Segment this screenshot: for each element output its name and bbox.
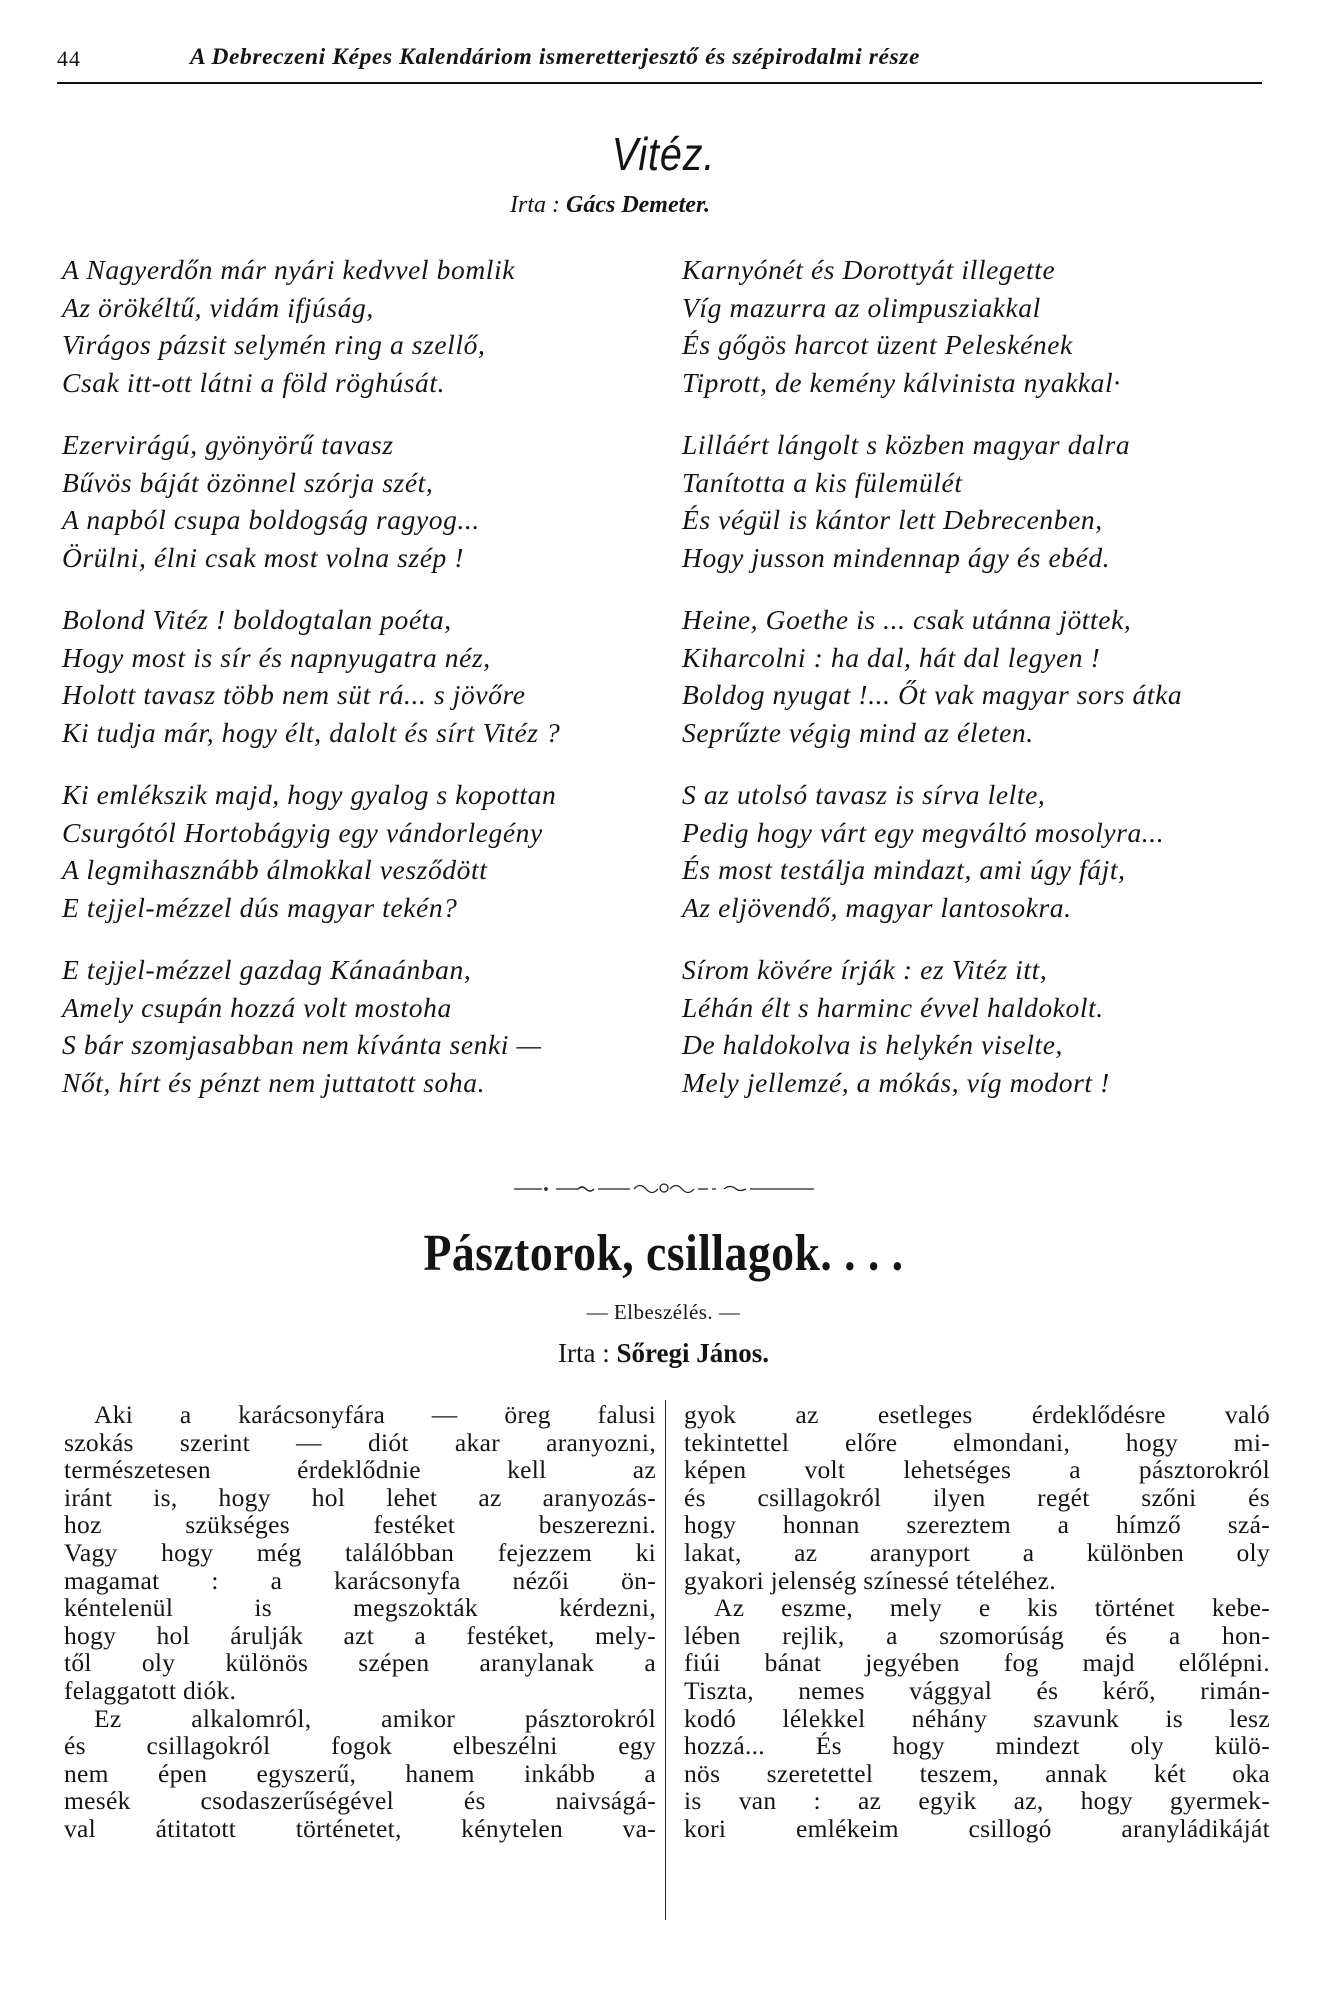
- verse-line: Az eljövendő, magyar lantosokra.: [682, 891, 1072, 923]
- verse-line: Karnyónét és Dorottyát illegette: [682, 254, 1056, 285]
- prose-line: kori emlékeim csillogó aranyládikáját: [684, 1813, 1270, 1843]
- prose-column-left: [64, 1401, 656, 1843]
- prose-line: iránt is, hogy hol lehet az aranyozás-: [64, 1482, 656, 1512]
- stanza: [62, 951, 662, 1101]
- stanza: [682, 776, 1282, 926]
- prose-line: Az eszme, mely e kis történet kebe-: [714, 1593, 1270, 1623]
- verse-line: Tiprott, de kemény kálvinista nyakkal·: [682, 366, 1121, 398]
- stanza: [682, 601, 1282, 751]
- prose-column-right: [684, 1401, 1270, 1843]
- verse-line: Pedig hogy várt egy megváltó mosolyra...: [682, 816, 1165, 848]
- prose-line: kéntelenül is megszokták kérdezni,: [64, 1593, 656, 1623]
- stanza: [682, 951, 1282, 1101]
- verse-line: Csak itt-ott látni a föld röghúsát.: [62, 366, 446, 398]
- poem-author: Gács Demeter.: [566, 192, 710, 218]
- prose-line: nem épen egyszerű, hanem inkább a: [64, 1758, 656, 1788]
- decorative-flourish-divider-icon: [512, 1180, 816, 1196]
- verse-line: Kiharcolni : ha dal, hát dal legyen !: [682, 641, 1101, 673]
- verse-line: Hogy jusson mindennap ágy és ebéd.: [682, 541, 1111, 573]
- prose-line: és csillagokról ilyen regét szőni és: [684, 1482, 1270, 1512]
- prose-line: és csillagokról fogok elbeszélni egy: [64, 1731, 656, 1761]
- stanza: [62, 601, 662, 751]
- prose-line: mesék csodaszerűségével és naivságá-: [64, 1786, 656, 1816]
- prose-line: magamat : a karácsonyfa nézői ön-: [64, 1565, 656, 1595]
- verse-line: Csurgótól Hortobágyig egy vándorlegény: [62, 816, 543, 848]
- verse-line: S az utolsó tavasz is sírva lelte,: [682, 779, 1046, 810]
- prose-line: is van : az egyik az, hogy gyermek-: [684, 1786, 1270, 1816]
- stanza: [62, 776, 662, 926]
- column-divider: [665, 1400, 666, 1920]
- verse-line: Örülni, élni csak most volna szép !: [62, 541, 465, 573]
- stanza: [682, 426, 1282, 576]
- stanza: [62, 426, 662, 576]
- verse-line: Bűvös báját özönnel szórja szét,: [62, 466, 434, 498]
- verse-line: Boldog nyugat !... Őt vak magyar sors átka: [682, 679, 1183, 710]
- header-rule: [57, 82, 1262, 84]
- prose-line: Aki a karácsonyfára — öreg falusi: [94, 1400, 656, 1429]
- poem-column-left: [62, 251, 662, 1126]
- verse-line: Az örökéltű, vidám ifjúság,: [62, 291, 374, 323]
- prose-line: tekintettel előre elmondani, hogy mi-: [684, 1427, 1270, 1457]
- verse-line: A Nagyerdőn már nyári kedvvel bomlik: [62, 254, 516, 285]
- stanza: [62, 251, 662, 401]
- byline-prefix: Irta :: [510, 192, 560, 218]
- prose-line: lében rejlik, a szomorúság és a hon-: [684, 1620, 1270, 1650]
- prose-line: től oly különös szépen aranylanak a: [64, 1648, 656, 1678]
- verse-line: E tejjel-mézzel gazdag Kánaánban,: [62, 954, 472, 985]
- verse-line: És gőgös harcot üzent Peleskének: [682, 329, 1073, 360]
- verse-line: S bár szomjasabban nem kívánta senki —: [62, 1029, 542, 1060]
- verse-line: A napból csupa boldogság ragyog...: [62, 504, 480, 535]
- prose-line: kodó lélekkel néhány szavunk is lesz: [684, 1703, 1270, 1733]
- prose-line: szokás szerint — diót akar aranyozni,: [64, 1427, 656, 1457]
- verse-line: Tanította a kis fülemülét: [682, 466, 963, 498]
- verse-line: Sírom kövére írják : ez Vitéz itt,: [682, 954, 1048, 985]
- prose-line: gyok az esetleges érdeklődésre való: [684, 1400, 1270, 1429]
- verse-line: E tejjel-mézzel dús magyar tekén?: [62, 891, 458, 923]
- prose-line: Tiszta, nemes vággyal és kérő, rimán-: [684, 1675, 1270, 1705]
- story-subtitle: — Elbeszélés. —: [586, 1300, 741, 1324]
- prose-line: Vagy hogy még találóbban fejezzem ki: [64, 1537, 656, 1567]
- prose-line: lakat, az aranyport a különben oly: [684, 1537, 1270, 1567]
- poem-byline: [510, 192, 710, 219]
- prose-line: képen volt lehetséges a pásztorokról: [684, 1455, 1270, 1485]
- prose-line: Ez alkalomról, amikor pásztorokról: [94, 1703, 656, 1733]
- verse-line: Ezervirágú, gyönyörű tavasz: [62, 429, 394, 460]
- byline-prefix: Irta :: [557, 1338, 610, 1368]
- verse-line: Nőt, hírt és pénzt nem juttatott soha.: [62, 1066, 486, 1098]
- prose-line: felaggatott diók.: [64, 1675, 237, 1705]
- verse-line: Heine, Goethe is ... csak utánna jöttek,: [682, 604, 1132, 635]
- story-author: Sőregi János.: [616, 1338, 769, 1368]
- verse-line: Holott tavasz több nem süt rá... s jövőre: [62, 679, 526, 710]
- verse-line: És végül is kántor lett Debrecenben,: [682, 504, 1103, 535]
- verse-line: Léhán élt s harminc évvel haldokolt.: [682, 991, 1104, 1023]
- verse-line: De haldokolva is helykén viselte,: [682, 1029, 1063, 1060]
- story-title: Pásztorok, csillagok. . . .: [423, 1225, 904, 1282]
- verse-line: Bolond Vitéz ! boldogtalan poéta,: [62, 604, 452, 635]
- verse-line: Seprűzte végig mind az életen.: [682, 716, 1034, 748]
- verse-line: Hogy most is sír és napnyugatra néz,: [62, 641, 491, 673]
- verse-line: Mely jellemzé, a mókás, víg modort !: [682, 1066, 1110, 1098]
- page-number: 44: [57, 46, 81, 71]
- verse-line: Lilláért lángolt s közben magyar dalra: [682, 429, 1131, 460]
- prose-line: természetesen érdeklődnie kell az: [64, 1455, 656, 1485]
- poem-column-right: [682, 251, 1282, 1126]
- prose-line: nös szeretettel teszem, annak két oka: [684, 1758, 1270, 1788]
- verse-line: Víg mazurra az olimpusziakkal: [682, 291, 1041, 323]
- verse-line: És most testálja mindazt, ami úgy fájt,: [682, 854, 1126, 885]
- prose-line: val átitatott történetet, kénytelen va-: [64, 1813, 656, 1843]
- prose-line: fiúi bánat jegyében fog majd előlépni.: [684, 1648, 1270, 1678]
- prose-line: hozzá... És hogy mindezt oly külö-: [684, 1731, 1270, 1761]
- running-head: A Debreczeni Képes Kalendáriom ismeretterjesztő és szépirodalmi része: [190, 44, 921, 70]
- verse-line: Ki emlékszik majd, hogy gyalog s kopottan: [62, 779, 557, 810]
- story-byline: [0, 1338, 1327, 1369]
- verse-line: Amely csupán hozzá volt mostoha: [62, 991, 452, 1023]
- prose-line: hogy honnan szereztem a hímző szá-: [684, 1510, 1270, 1540]
- verse-line: Ki tudja már, hogy élt, dalolt és sírt Vitéz ?: [62, 716, 561, 748]
- stanza: [682, 251, 1282, 401]
- prose-line: hogy hol árulják azt a festéket, mely-: [64, 1620, 656, 1650]
- prose-line: gyakori jelenség színessé tételéhez.: [684, 1565, 1056, 1595]
- poem-title: Vitéz.: [611, 128, 716, 180]
- prose-line: hoz szükséges festéket beszerezni.: [64, 1510, 656, 1540]
- verse-line: A legmihasznább álmokkal vesződött: [62, 854, 488, 885]
- verse-line: Virágos pázsit selymén ring a szellő,: [62, 329, 486, 360]
